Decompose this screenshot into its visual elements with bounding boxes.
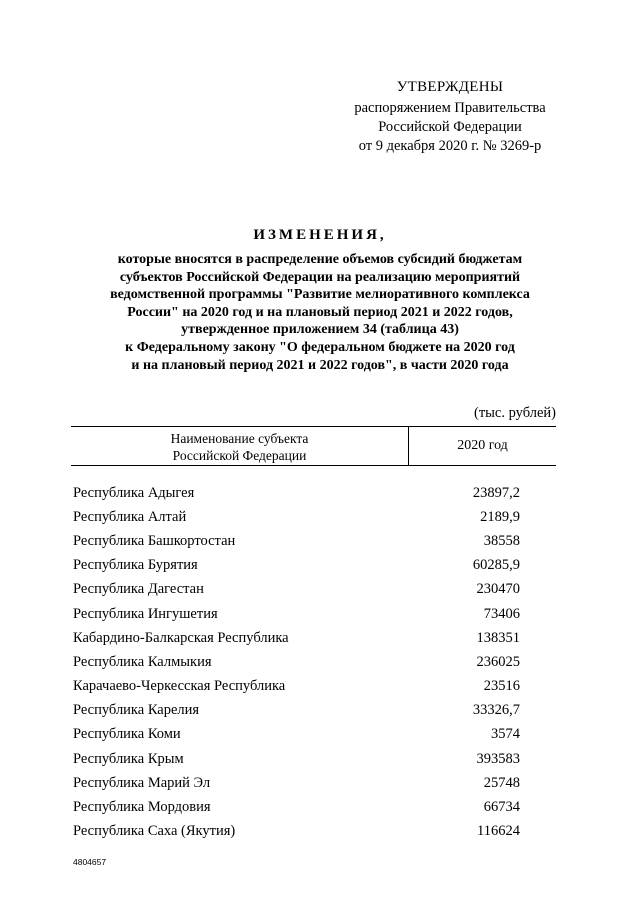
approval-line-2: Российской Федерации — [378, 119, 522, 135]
subsidy-table — [71, 426, 556, 840]
approval-line-1: распоряжением Правительства — [354, 100, 546, 116]
table-row — [71, 529, 556, 553]
subsidy-value: 23897,2 — [472, 484, 520, 501]
subsidy-value: 73406 — [483, 605, 520, 622]
subject-name: Республика Адыгея — [73, 484, 195, 501]
document-subtitle — [70, 251, 570, 374]
table-row — [71, 505, 556, 529]
table-row — [71, 723, 556, 747]
table-row — [71, 650, 556, 674]
subsidy-value: 393583 — [476, 750, 520, 767]
subject-name: Республика Калмыкия — [73, 653, 212, 670]
table-row — [71, 675, 556, 699]
subtitle-line: и на плановый период 2021 и 2022 годов", в части 2020 года — [131, 357, 509, 373]
subtitle-line: утвержденное приложением 34 (таблица 43) — [181, 322, 459, 338]
table-row — [71, 820, 556, 844]
subject-name: Республика Дагестан — [73, 581, 204, 598]
subsidy-value: 230470 — [476, 581, 520, 598]
header-subject-line-2: Российской Федерации — [172, 448, 307, 463]
subject-name: Республика Саха (Якутия) — [73, 823, 236, 840]
subject-name: Республика Алтай — [73, 508, 187, 525]
table-body — [71, 481, 556, 844]
table-header — [71, 426, 556, 466]
approval-line-3: от 9 декабря 2020 г. № 3269-р — [358, 138, 542, 154]
subject-name: Кабардино-Балкарская Республика — [73, 629, 289, 646]
units-label: (тыс. рублей) — [474, 405, 556, 421]
table-row — [71, 699, 556, 723]
table-row — [71, 578, 556, 602]
header-subject-line-1: Наименование субъекта — [170, 431, 309, 446]
table-row — [71, 554, 556, 578]
subsidy-value: 236025 — [476, 653, 520, 670]
table-row — [71, 626, 556, 650]
subtitle-line: к Федеральному закону "О федеральном бюджете на 2020 год — [125, 339, 515, 355]
subtitle-line: России" на 2020 год и на плановый период 2021 и 2022 годов, — [127, 304, 513, 320]
subsidy-value: 25748 — [483, 774, 520, 791]
subsidy-value: 138351 — [476, 629, 520, 646]
subsidy-value: 38558 — [483, 532, 520, 549]
subject-name: Республика Ингушетия — [73, 605, 218, 622]
document-title: ИЗМЕНЕНИЯ, — [253, 227, 387, 243]
document-number: 4804657 — [73, 857, 107, 867]
subject-name: Республика Мордовия — [73, 799, 211, 816]
subject-name: Республика Марий Эл — [73, 774, 211, 791]
subject-name: Республика Бурятия — [73, 557, 198, 574]
header-year: 2020 год — [457, 438, 508, 453]
table-row — [71, 747, 556, 771]
subject-name: Республика Башкортостан — [73, 532, 236, 549]
subtitle-line: ведомственной программы "Развитие мелиоративного комплекса — [110, 287, 530, 303]
subsidy-value: 3574 — [491, 726, 520, 743]
subject-name: Республика Коми — [73, 726, 181, 743]
subject-name: Республика Крым — [73, 750, 184, 767]
table-row — [71, 602, 556, 626]
approval-block — [340, 78, 560, 156]
subsidy-value: 2189,9 — [480, 508, 520, 525]
table-row — [71, 795, 556, 819]
header-subject-name — [71, 427, 409, 465]
table-row — [71, 481, 556, 505]
subsidy-value: 60285,9 — [472, 557, 520, 574]
subsidy-value: 116624 — [477, 823, 520, 840]
subject-name: Республика Карелия — [73, 702, 200, 719]
approval-heading: УТВЕРЖДЕНЫ — [396, 79, 504, 95]
subtitle-line: субъектов Российской Федерации на реализацию мероприятий — [119, 269, 521, 285]
subsidy-value: 33326,7 — [472, 702, 520, 719]
subject-name: Карачаево-Черкесская Республика — [73, 678, 286, 695]
subsidy-value: 66734 — [483, 799, 520, 816]
subsidy-value: 23516 — [483, 678, 520, 695]
subtitle-line: которые вносятся в распределение объемов субсидий бюджетам — [117, 252, 523, 267]
table-row — [71, 771, 556, 795]
